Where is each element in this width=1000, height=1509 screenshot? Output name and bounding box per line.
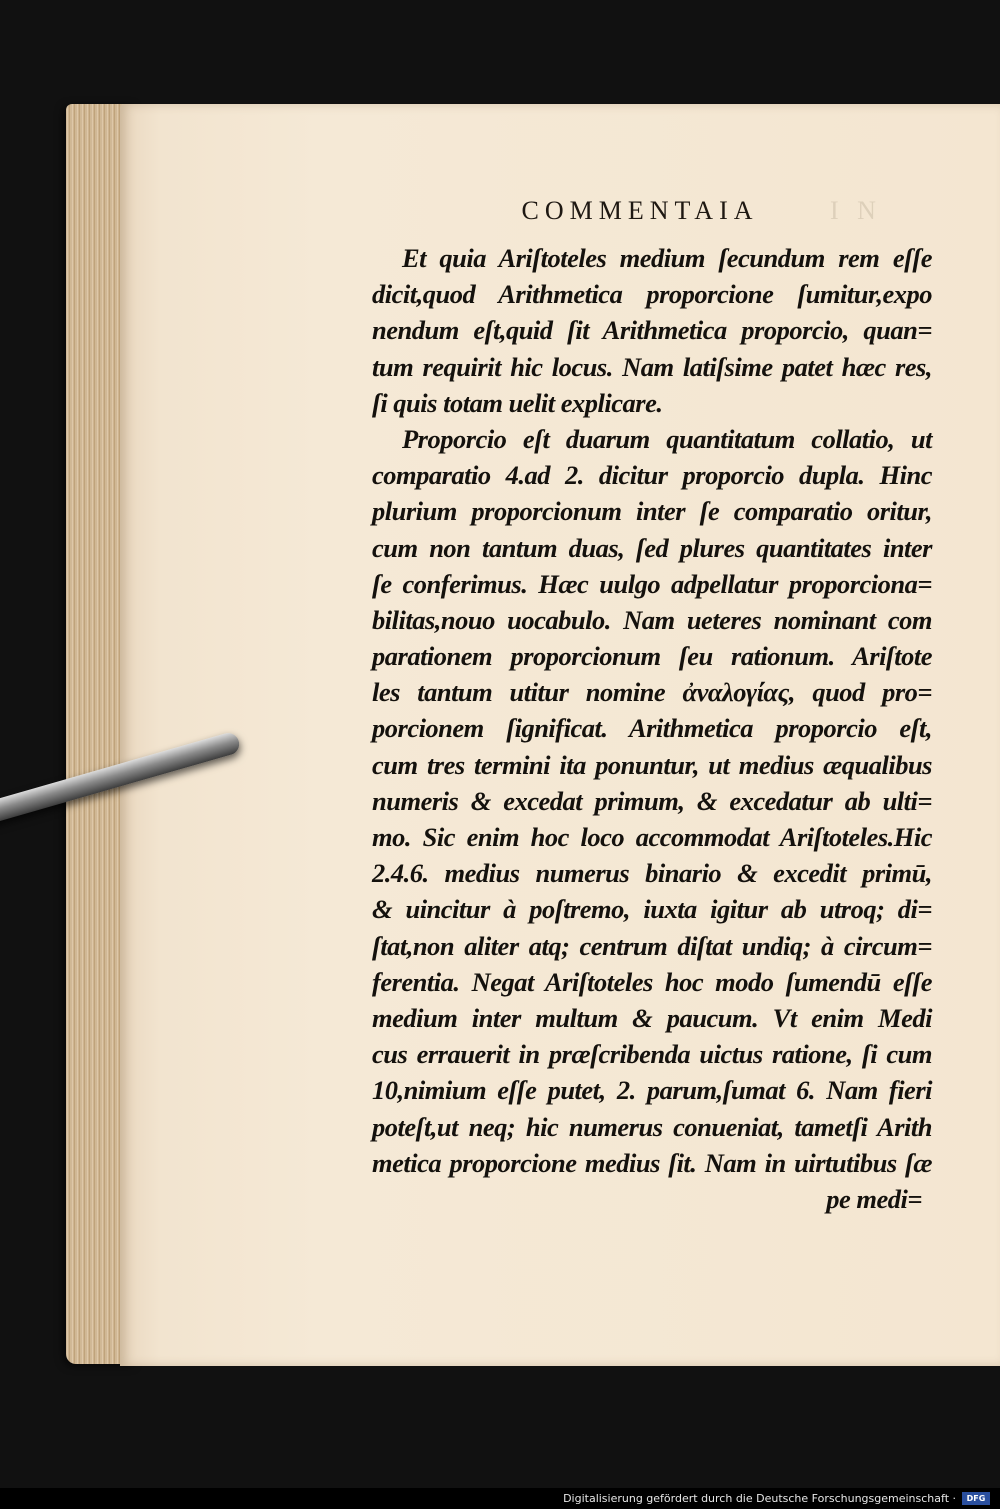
text-line: nendum eſt,quid ſit Arithmetica proporcio, quan= bbox=[372, 315, 932, 346]
bleed-through-text: I N bbox=[830, 196, 882, 225]
text-line: plurium proporcionum inter ſe comparatio oritur, bbox=[372, 496, 932, 527]
text-line: porcionem ſignificat. Arithmetica proporcio eſt, bbox=[372, 713, 932, 744]
text-line: Proporcio eſt duarum quantitatum collatio, ut bbox=[402, 423, 932, 454]
text-line: numeris & excedat primum, & excedatur ab ulti= bbox=[372, 785, 932, 816]
text-line: ſe conferimus. Hæc uulgo adpellatur proporciona= bbox=[372, 568, 932, 599]
text-line: dicit,quod Arithmetica proporcione ſumitur,expo bbox=[372, 279, 932, 310]
text-line: les tantum utitur nomine ἀναλογίας, quod pro= bbox=[372, 677, 932, 708]
text-line: cum tres termini ita ponuntur, ut medius æqualibus bbox=[372, 749, 932, 780]
text-line: 2.4.6. medius numerus binario & excedit primū, bbox=[372, 858, 932, 889]
text-line: bilitas,nouo uocabulo. Nam ueteres nominant com bbox=[372, 604, 932, 635]
text-line: pe medi= bbox=[826, 1183, 922, 1214]
digitization-credit: Digitalisierung gefördert durch die Deutsche Forschungsgemeinschaft · bbox=[0, 1488, 1000, 1509]
text-line: metica proporcione medius ſit. Nam in uirtutibus ſæ bbox=[372, 1147, 932, 1178]
running-head: COMMENTAIA bbox=[521, 196, 759, 225]
text-line: medium inter multum & paucum. Vt enim Medi bbox=[372, 1002, 932, 1033]
text-line: & uincitur à poſtremo, iuxta igitur ab utroq; di= bbox=[372, 894, 932, 925]
text-line: cus errauerit in præſcribenda uictus ratione, ſi cum bbox=[372, 1039, 932, 1070]
text-line: comparatio 4.ad 2. dicitur proporcio dupla. Hinc bbox=[372, 460, 932, 491]
dfg-logo: DFG bbox=[962, 1492, 990, 1505]
text-line: ſtat,non aliter atq; centrum diſtat undiq; à circum= bbox=[372, 930, 932, 961]
text-line: Et quia Ariſtoteles medium ſecundum rem eſſe bbox=[402, 243, 932, 273]
text-line: mo. Sic enim hoc loco accommodat Ariſtoteles.Hic bbox=[372, 822, 932, 852]
text-line: parationem proporcionum ſeu rationum. Ariſtote bbox=[372, 641, 932, 672]
text-line: poteſt,ut neq; hic numerus conueniat, tametſi Arith bbox=[372, 1111, 932, 1142]
body-text bbox=[372, 240, 932, 1217]
text-line: 10,nimium eſſe putet, 2. parum,ſumat 6. Nam fieri bbox=[372, 1075, 932, 1106]
text-line: cum non tantum duas, ſed plures quantitates inter bbox=[372, 532, 932, 563]
text-line: tum requirit hic locus. Nam latiſsime patet hæc res, bbox=[372, 351, 932, 382]
text-line: ferentia. Negat Ariſtoteles hoc modo ſumendū eſſe bbox=[372, 966, 932, 997]
text-line: ſi quis totam uelit explicare. bbox=[372, 387, 663, 418]
